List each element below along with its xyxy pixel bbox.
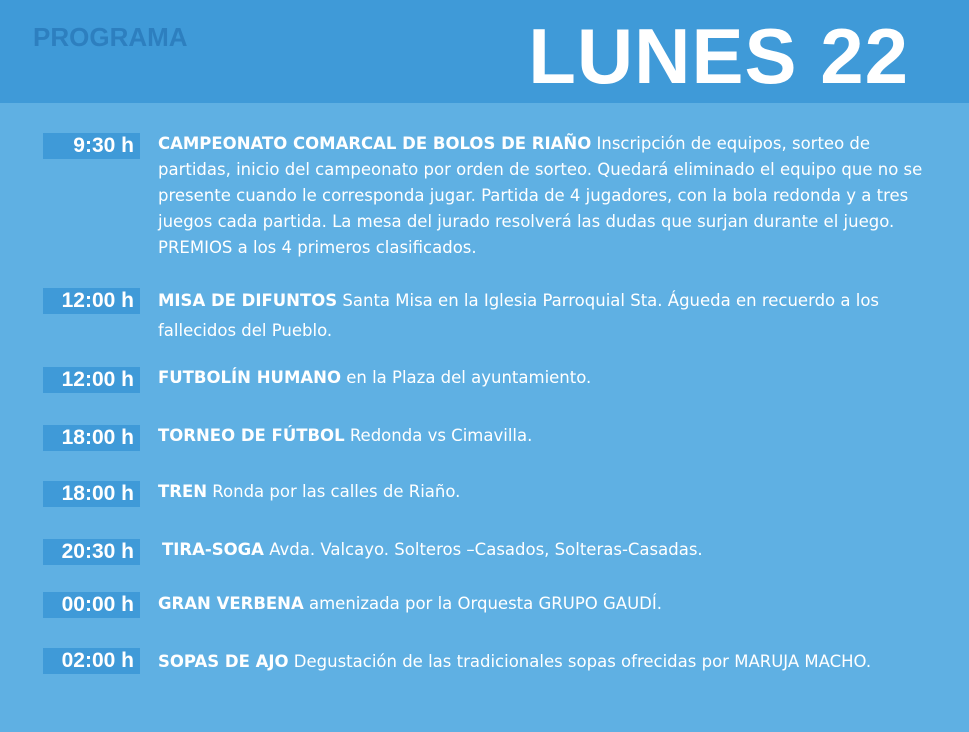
event-title: TIRA-SOGA: [162, 540, 264, 559]
event-title: FUTBOLÍN HUMANO: [158, 368, 341, 387]
event-title: CAMPEONATO COMARCAL DE BOLOS DE RIAÑO: [158, 134, 592, 153]
event-description: [158, 647, 928, 677]
event-description: [158, 286, 928, 346]
event-title: GRAN VERBENA: [158, 594, 304, 613]
event-time: 18:00 h: [43, 425, 140, 451]
event-time: 12:00 h: [43, 288, 140, 314]
event-time: 20:30 h: [43, 539, 140, 565]
event-text: Santa Misa en la Iglesia Parroquial Sta. Águeda en recuerdo a los fallecidos del Pueblo.: [158, 291, 880, 340]
event-time: 00:00 h: [43, 592, 140, 618]
event-title: TORNEO DE FÚTBOL: [158, 426, 345, 445]
event-text: Avda. Valcayo. Solteros –Casados, Solteras-Casadas.: [263, 540, 703, 559]
event-description: [158, 131, 928, 261]
page-title: LUNES 22: [528, 12, 909, 100]
event-description: [158, 365, 928, 391]
event-text: en la Plaza del ayuntamiento.: [340, 368, 592, 387]
event-description: [158, 423, 928, 449]
event-text: Redonda vs Cimavilla.: [344, 426, 533, 445]
event-time: 02:00 h: [43, 648, 140, 674]
event-text: Degustación de las tradicionales sopas ofrecidas por MARUJA MACHO.: [288, 652, 872, 671]
event-title: TREN: [158, 482, 208, 501]
event-description: [162, 537, 932, 563]
event-time: 12:00 h: [43, 367, 140, 393]
event-text: Inscripción de equipos, sorteo de partidas, inicio del campeonato por orden de sorteo. Quedará eliminado el equipo que no se presente cuando le corresponda jugar. Partida de 4 jugadores, con la bola redonda y a tres juegos cada partida. La mesa del jurado resolverá las dudas que surjan durante el juego. PREMIOS a los 4 primeros clasificados.: [158, 134, 923, 257]
event-time: 18:00 h: [43, 481, 140, 507]
event-text: amenizada por la Orquesta GRUPO GAUDÍ.: [303, 594, 662, 613]
event-time: 9:30 h: [43, 133, 140, 159]
event-title: SOPAS DE AJO: [158, 652, 289, 671]
event-description: [158, 591, 928, 617]
event-text: Ronda por las calles de Riaño.: [207, 482, 461, 501]
event-description: [158, 479, 928, 505]
section-label: PROGRAMA: [33, 22, 188, 52]
event-title: MISA DE DIFUNTOS: [158, 291, 338, 310]
